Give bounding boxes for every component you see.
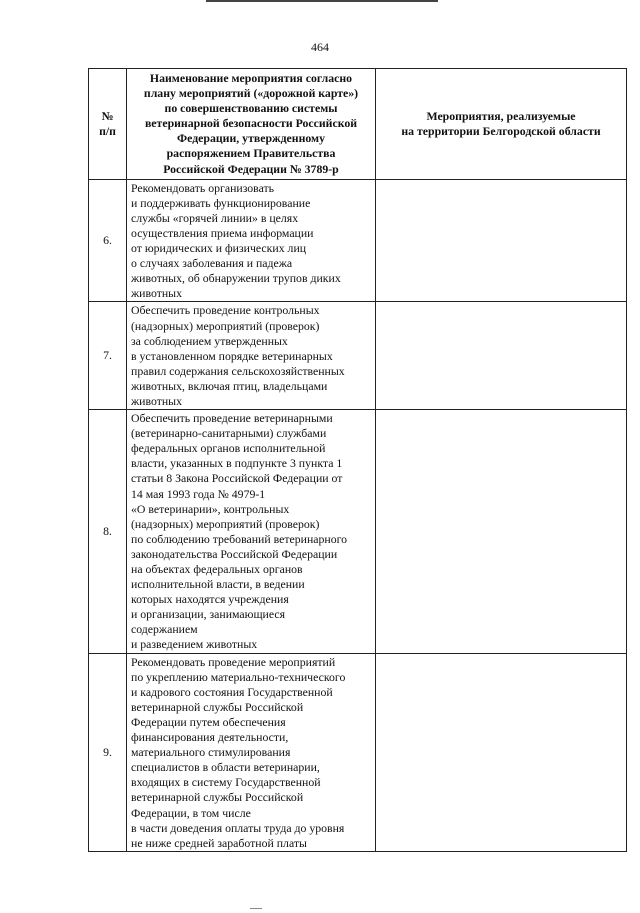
text-line: от юридических и физических лиц [131, 241, 307, 256]
row-number: 9. [89, 653, 127, 851]
text-line: о случаях заболевания и падежа [131, 256, 293, 271]
header-name-line: Российской Федерации № 3789-р [163, 161, 339, 176]
header-name-line: распоряжением Правительства [166, 146, 336, 161]
text-line: (ветеринарно-санитарными) службами [131, 426, 327, 441]
row-measure-text [127, 653, 376, 851]
text-line: по укреплению материально-технического [131, 669, 346, 684]
table-row [89, 653, 627, 851]
header-number-line: п/п [99, 123, 116, 138]
row-regional-measures [376, 410, 627, 654]
text-line: и поддерживать функционирование [131, 195, 311, 210]
row-number: 7. [89, 302, 127, 410]
text-line: 14 мая 1993 года № 4979-1 [131, 486, 266, 501]
text-line: животных [131, 286, 182, 301]
header-number [89, 69, 127, 180]
text-line: правил содержания сельскохозяйственных [131, 363, 345, 378]
text-line: Обеспечить проведение контрольных [131, 303, 320, 318]
page-number: 464 [311, 40, 329, 54]
text-line: Федерации, в том числе [131, 805, 251, 820]
row-regional-measures [376, 302, 627, 410]
text-line: службы «горячей линии» в целях [131, 210, 299, 225]
text-line: не ниже средней заработной платы [131, 835, 307, 850]
table-row [89, 302, 627, 410]
header-name-line: плану мероприятий («дорожной карте») [143, 86, 359, 101]
text-line: животных, включая птиц, владельцами [131, 378, 328, 393]
text-line: материального стимулирования [131, 745, 291, 760]
text-line: и организации, занимающиеся [131, 607, 286, 622]
table-header-row [89, 69, 627, 180]
scan-mark [250, 908, 262, 909]
header-measures-line: на территории Белгородской области [401, 123, 601, 138]
text-line: ветеринарной службы Российской [131, 790, 304, 805]
text-line: и разведением животных [131, 637, 258, 652]
text-line: за соблюдением утвержденных [131, 333, 288, 348]
text-line: животных [131, 393, 182, 408]
text-line: финансирования деятельности, [131, 730, 289, 745]
measures-table [88, 68, 627, 852]
row-measure-text [127, 179, 376, 302]
text-line: федеральных органов исполнительной [131, 441, 326, 456]
text-line: власти, указанных в подпункте 3 пункта 1 [131, 456, 343, 471]
header-measures-line: Мероприятия, реализуемые [426, 108, 576, 123]
text-line: специалистов в области ветеринарии, [131, 760, 320, 775]
text-line: которых находятся учреждения [131, 592, 289, 607]
header-name-line: по совершенствованию системы [164, 101, 338, 116]
row-number: 8. [89, 410, 127, 654]
text-line: животных, об обнаружении трупов диких [131, 271, 341, 286]
row-regional-measures [376, 179, 627, 302]
row-number: 6. [89, 179, 127, 302]
text-line: статьи 8 Закона Российской Федерации от [131, 471, 343, 486]
header-measure-name [127, 69, 376, 180]
text-line: входящих в систему Государственной [131, 775, 321, 790]
text-line: в части доведения оплаты труда до уровня [131, 820, 345, 835]
text-line: Федерации путем обеспечения [131, 714, 286, 729]
text-line: и кадрового состояния Государственной [131, 684, 333, 699]
table-row [89, 410, 627, 654]
header-name-line: Наименование мероприятия согласно [149, 71, 353, 85]
text-line: осуществления приема информации [131, 225, 314, 240]
text-line: «О ветеринарии», контрольных [131, 501, 290, 516]
text-line: исполнительной власти, в ведении [131, 577, 305, 592]
table-row [89, 179, 627, 302]
row-regional-measures [376, 653, 627, 851]
text-line: содержанием [131, 622, 198, 637]
header-regional-measures [376, 69, 627, 180]
text-line: на объектах федеральных органов [131, 562, 303, 576]
text-line: (надзорных) мероприятий (проверок) [131, 318, 320, 333]
top-edge-rule [206, 0, 438, 2]
text-line: Рекомендовать организовать [131, 180, 275, 195]
header-name-line: Федерации, утвержденному [177, 131, 325, 146]
row-measure-text [127, 302, 376, 410]
text-line: законодательства Российской Федерации [131, 546, 338, 561]
text-line: ветеринарной службы Российской [131, 699, 304, 714]
text-line: (надзорных) мероприятий (проверок) [131, 516, 320, 531]
text-line: Рекомендовать проведение мероприятий [131, 654, 336, 669]
text-line: по соблюдению требований ветеринарного [131, 531, 348, 546]
text-line: Обеспечить проведение ветеринарными [131, 411, 333, 426]
header-number-line: № [101, 108, 114, 123]
row-measure-text [127, 410, 376, 654]
text-line: в установленном порядке ветеринарных [131, 348, 333, 363]
header-name-line: ветеринарной безопасности Российской [144, 116, 358, 131]
